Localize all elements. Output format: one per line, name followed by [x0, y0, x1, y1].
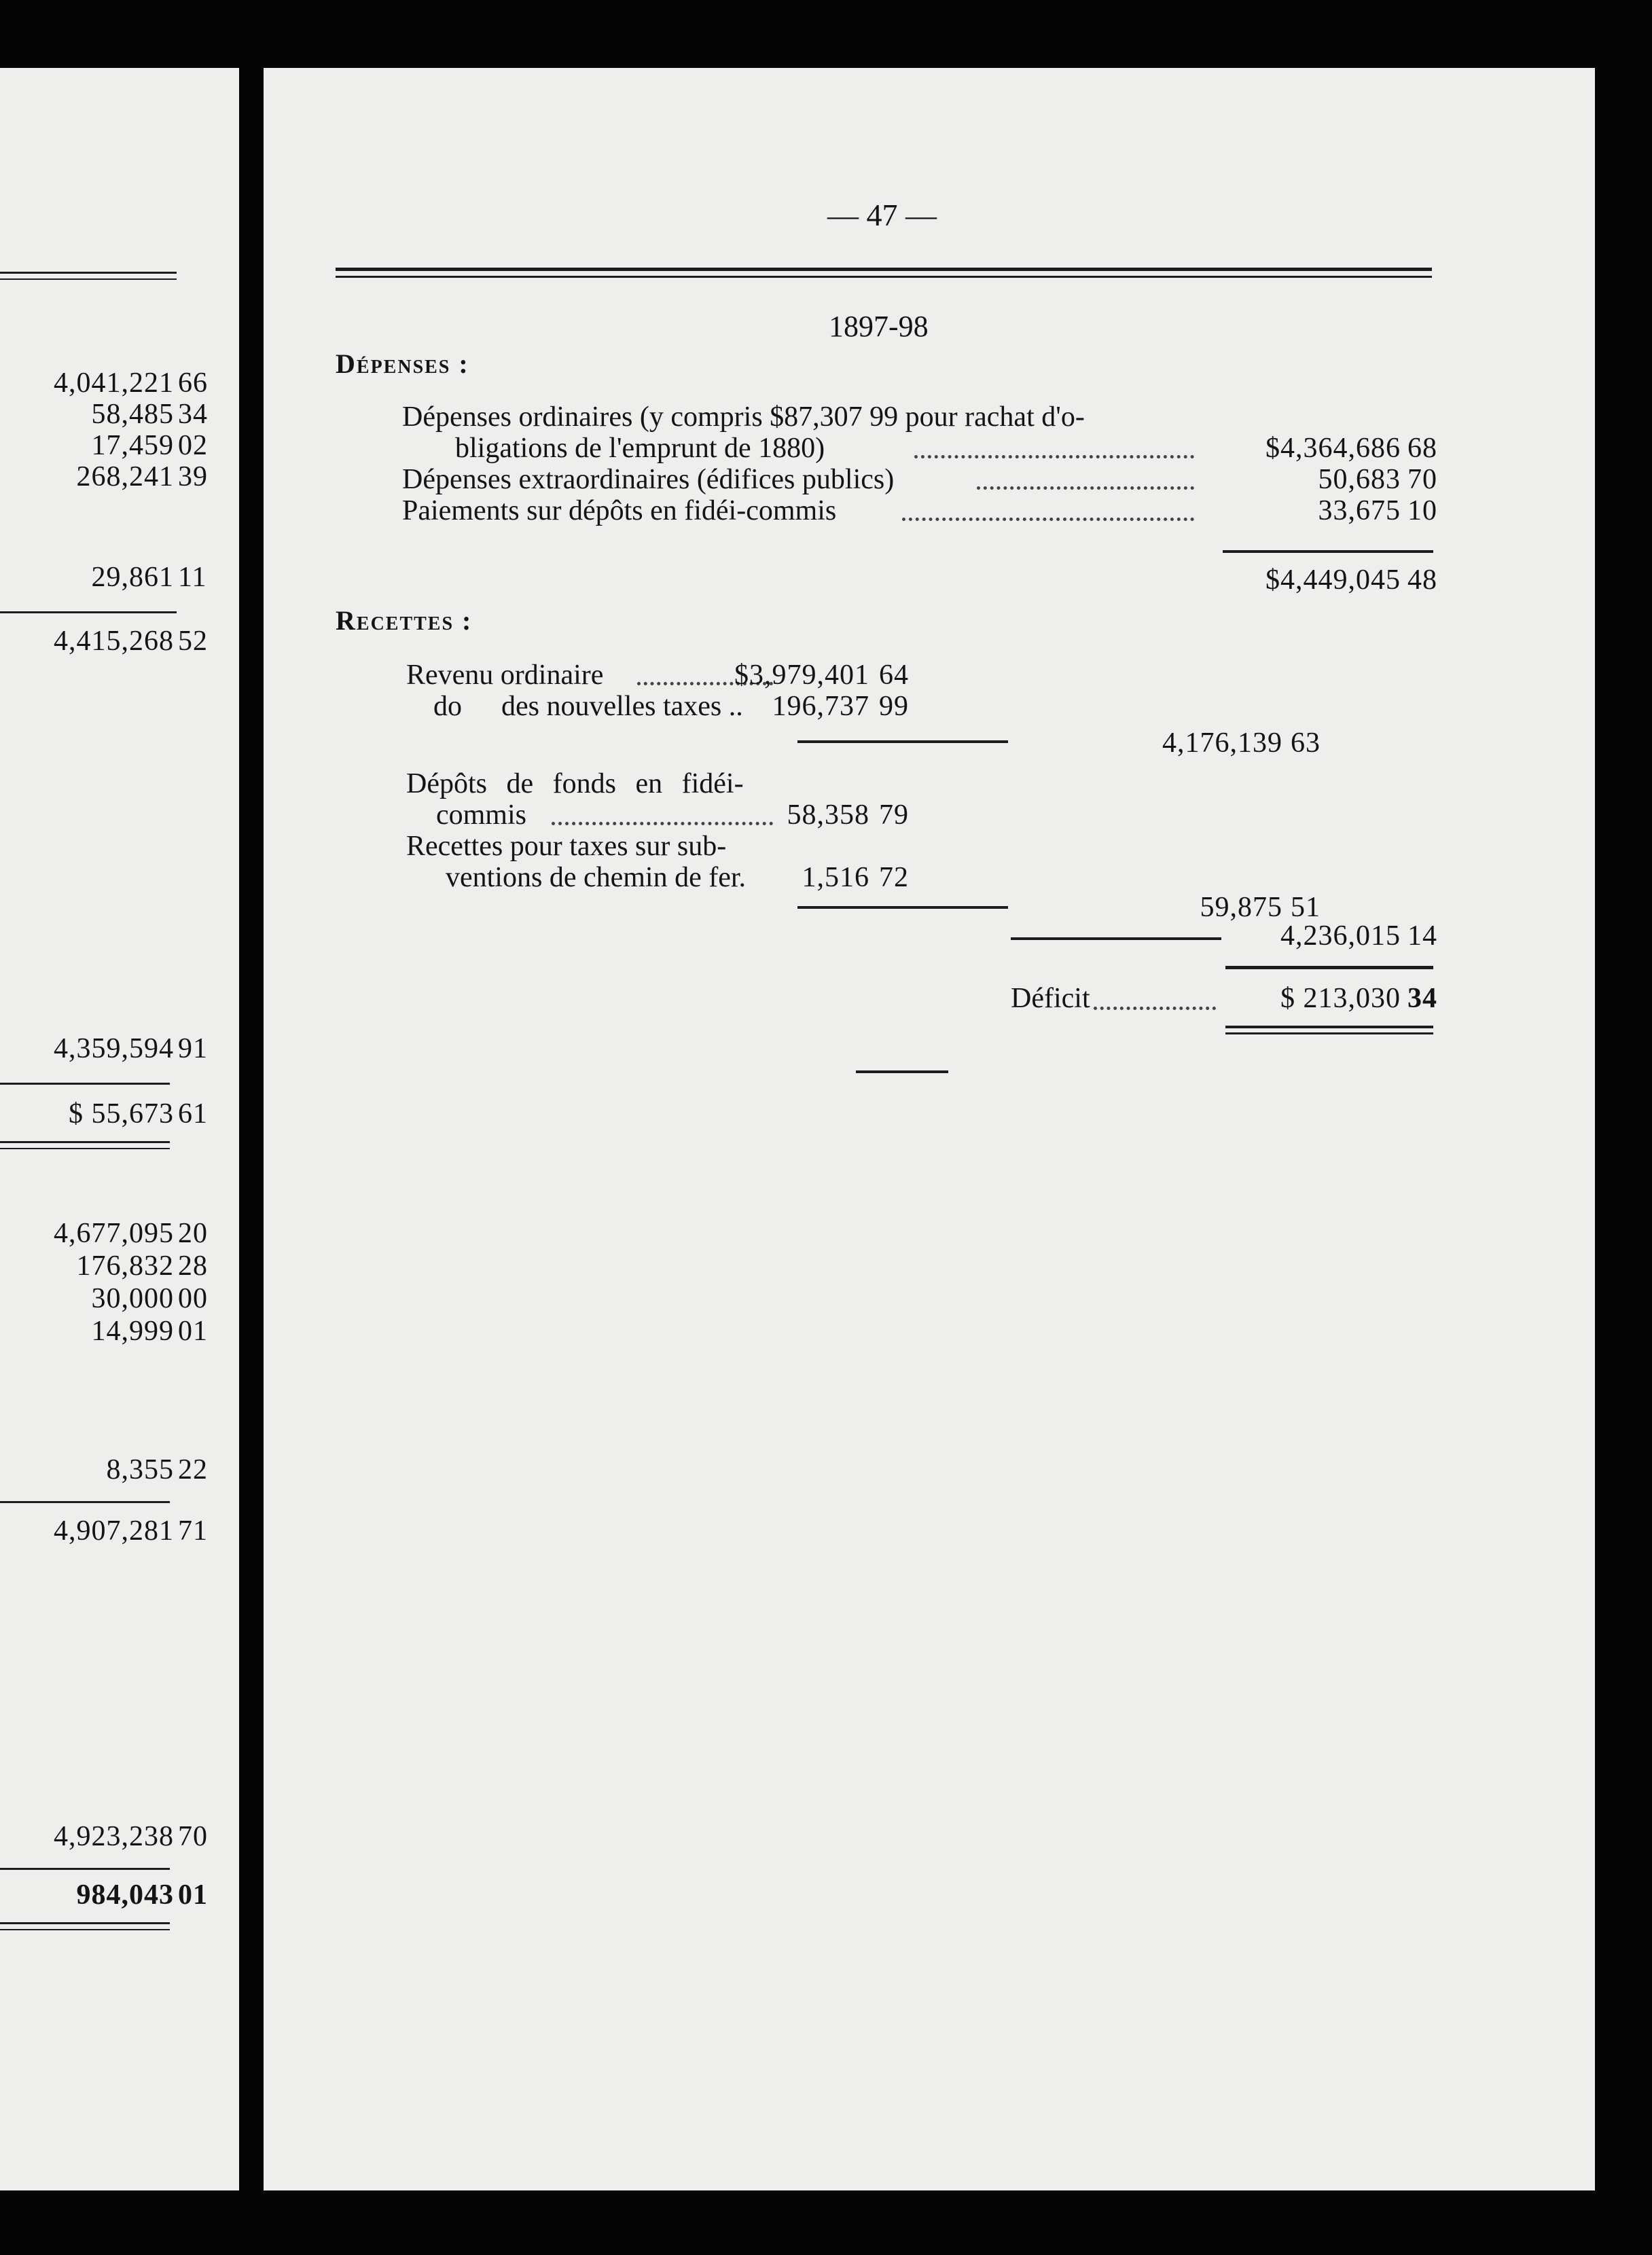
taxes-subventions-label-1: Recettes pour taxes sur sub-	[406, 831, 727, 862]
deficit-rule-bottom-2	[1225, 1032, 1433, 1034]
depense-ordinaires-cents: 68	[1407, 433, 1437, 464]
left-amount-dollars: 17,459	[91, 430, 174, 461]
depenses-total-cents: 48	[1407, 564, 1437, 596]
depense-ordinaires-label-1: Dépenses ordinaires (y compris $87,307 99 pour rachat d'o-	[402, 401, 1085, 433]
depots-fonds-label-2: commis	[436, 799, 526, 831]
left-amount-dollars: 30,000	[91, 1283, 174, 1314]
revenu-sum-rule	[797, 740, 1008, 743]
left-top-rule-2	[0, 278, 177, 280]
left-rule	[0, 1148, 170, 1149]
left-amount-dollars: 4,359,594	[54, 1033, 174, 1064]
left-rule	[0, 1141, 170, 1143]
recettes-total-dollars: 4,236,015	[1280, 920, 1401, 952]
left-amount-dollars: 984,043	[76, 1879, 174, 1911]
deficit-cents: 34	[1407, 983, 1437, 1014]
paiements-depots-label: Paiements sur dépôts en fidéi-commis	[402, 495, 837, 526]
left-rule	[0, 1929, 170, 1930]
left-amount-cents: 66	[178, 367, 208, 399]
revenu-ordinaire-dollars: $3,979,401	[734, 660, 869, 691]
depots-subtotal-dollars: 59,875	[1200, 892, 1282, 923]
left-page-fragment	[0, 68, 239, 2190]
header-rule	[336, 268, 1432, 271]
left-rule	[0, 1083, 170, 1085]
depots-fonds-label-1: Dépôts de fonds en fidéi-	[406, 768, 744, 799]
left-amount-cents: 91	[178, 1033, 208, 1064]
revenu-subtotal-cents: 63	[1291, 727, 1321, 759]
depense-extraordinaires-cents: 70	[1407, 464, 1437, 495]
fiscal-year: 1897-98	[829, 310, 929, 343]
left-amount-cents: 61	[178, 1098, 208, 1130]
page-number: — 47 —	[827, 198, 937, 232]
left-amount-cents: 22	[178, 1454, 208, 1485]
right-page	[264, 68, 1595, 2190]
left-amount-cents: 01	[178, 1879, 208, 1911]
recettes-total-cents: 14	[1407, 920, 1437, 952]
left-amount-cents: 11	[178, 562, 207, 593]
leader-dots	[1094, 1007, 1216, 1010]
left-amount-cents: 34	[178, 399, 208, 430]
left-amount-dollars: 4,677,095	[54, 1218, 174, 1249]
left-amount-dollars: 176,832	[76, 1250, 174, 1282]
left-rule	[0, 1868, 170, 1870]
depense-extraordinaires-label: Dépenses extraordinaires (édifices publics)	[402, 464, 895, 495]
deficit-rule-top	[1225, 966, 1433, 969]
left-amount-cents: 70	[178, 1821, 208, 1852]
nouvelles-taxes-cents: 99	[879, 691, 909, 722]
depots-subtotal-cents: 51	[1291, 892, 1321, 923]
left-amount-cents: 02	[178, 430, 208, 461]
left-amount-cents: 01	[178, 1316, 208, 1347]
depense-ordinaires-dollars: $4,364,686	[1265, 433, 1401, 464]
left-amount-dollars: 14,999	[91, 1316, 174, 1347]
left-amount-cents: 28	[178, 1250, 208, 1282]
leader-dots	[977, 486, 1194, 490]
deficit-label: Déficit	[1011, 983, 1090, 1014]
depots-fonds-dollars: 58,358	[787, 799, 869, 831]
paiements-depots-dollars: 33,675	[1318, 495, 1401, 526]
nouvelles-taxes-label: des nouvelles taxes ..	[501, 691, 743, 722]
taxes-subventions-dollars: 1,516	[802, 862, 869, 893]
depenses-heading: Dépenses :	[336, 348, 469, 379]
header-rule-2	[336, 276, 1432, 278]
left-amount-dollars: 4,041,221	[54, 367, 174, 399]
deficit-dollars: $ 213,030	[1280, 983, 1401, 1014]
leader-dots	[902, 518, 1194, 521]
deficit-rule-bottom	[1225, 1026, 1433, 1028]
revenu-subtotal-dollars: 4,176,139	[1162, 727, 1282, 759]
depense-ordinaires-label-2: bligations de l'emprunt de 1880)	[455, 433, 825, 464]
left-amount-cents: 00	[178, 1283, 208, 1314]
left-amount-dollars: 4,923,238	[54, 1821, 174, 1852]
left-amount-dollars: 58,485	[91, 399, 174, 430]
left-rule	[0, 611, 177, 613]
depenses-total-dollars: $4,449,045	[1265, 564, 1401, 596]
revenu-ordinaire-cents: 64	[879, 660, 909, 691]
end-rule	[856, 1070, 948, 1073]
leader-dots	[914, 455, 1194, 458]
ditto-mark: do	[433, 691, 462, 722]
left-amount-cents: 20	[178, 1218, 208, 1249]
paiements-depots-cents: 10	[1407, 495, 1437, 526]
recettes-sum-rule	[1011, 937, 1221, 940]
left-amount-dollars: 29,861	[91, 562, 174, 593]
left-top-rule	[0, 272, 177, 274]
left-rule	[0, 1922, 170, 1924]
depense-extraordinaires-dollars: 50,683	[1318, 464, 1401, 495]
depenses-sum-rule	[1223, 550, 1433, 553]
left-amount-cents: 39	[178, 461, 208, 492]
left-amount-dollars: 268,241	[76, 461, 174, 492]
nouvelles-taxes-dollars: 196,737	[772, 691, 869, 722]
left-amount-cents: 71	[178, 1515, 208, 1547]
left-amount-dollars: 8,355	[106, 1454, 174, 1485]
left-amount-dollars: 4,907,281	[54, 1515, 174, 1547]
left-amount-cents: 52	[178, 626, 208, 657]
recettes-heading: Recettes :	[336, 605, 473, 636]
taxes-subventions-cents: 72	[879, 862, 909, 893]
depots-sum-rule	[797, 906, 1008, 909]
left-rule	[0, 1501, 170, 1503]
left-amount-dollars: $ 55,673	[69, 1098, 174, 1130]
taxes-subventions-label-2: ventions de chemin de fer.	[446, 862, 747, 893]
revenu-ordinaire-label: Revenu ordinaire	[406, 660, 604, 691]
leader-dots	[552, 822, 773, 825]
left-amount-dollars: 4,415,268	[54, 626, 174, 657]
depots-fonds-cents: 79	[879, 799, 909, 831]
